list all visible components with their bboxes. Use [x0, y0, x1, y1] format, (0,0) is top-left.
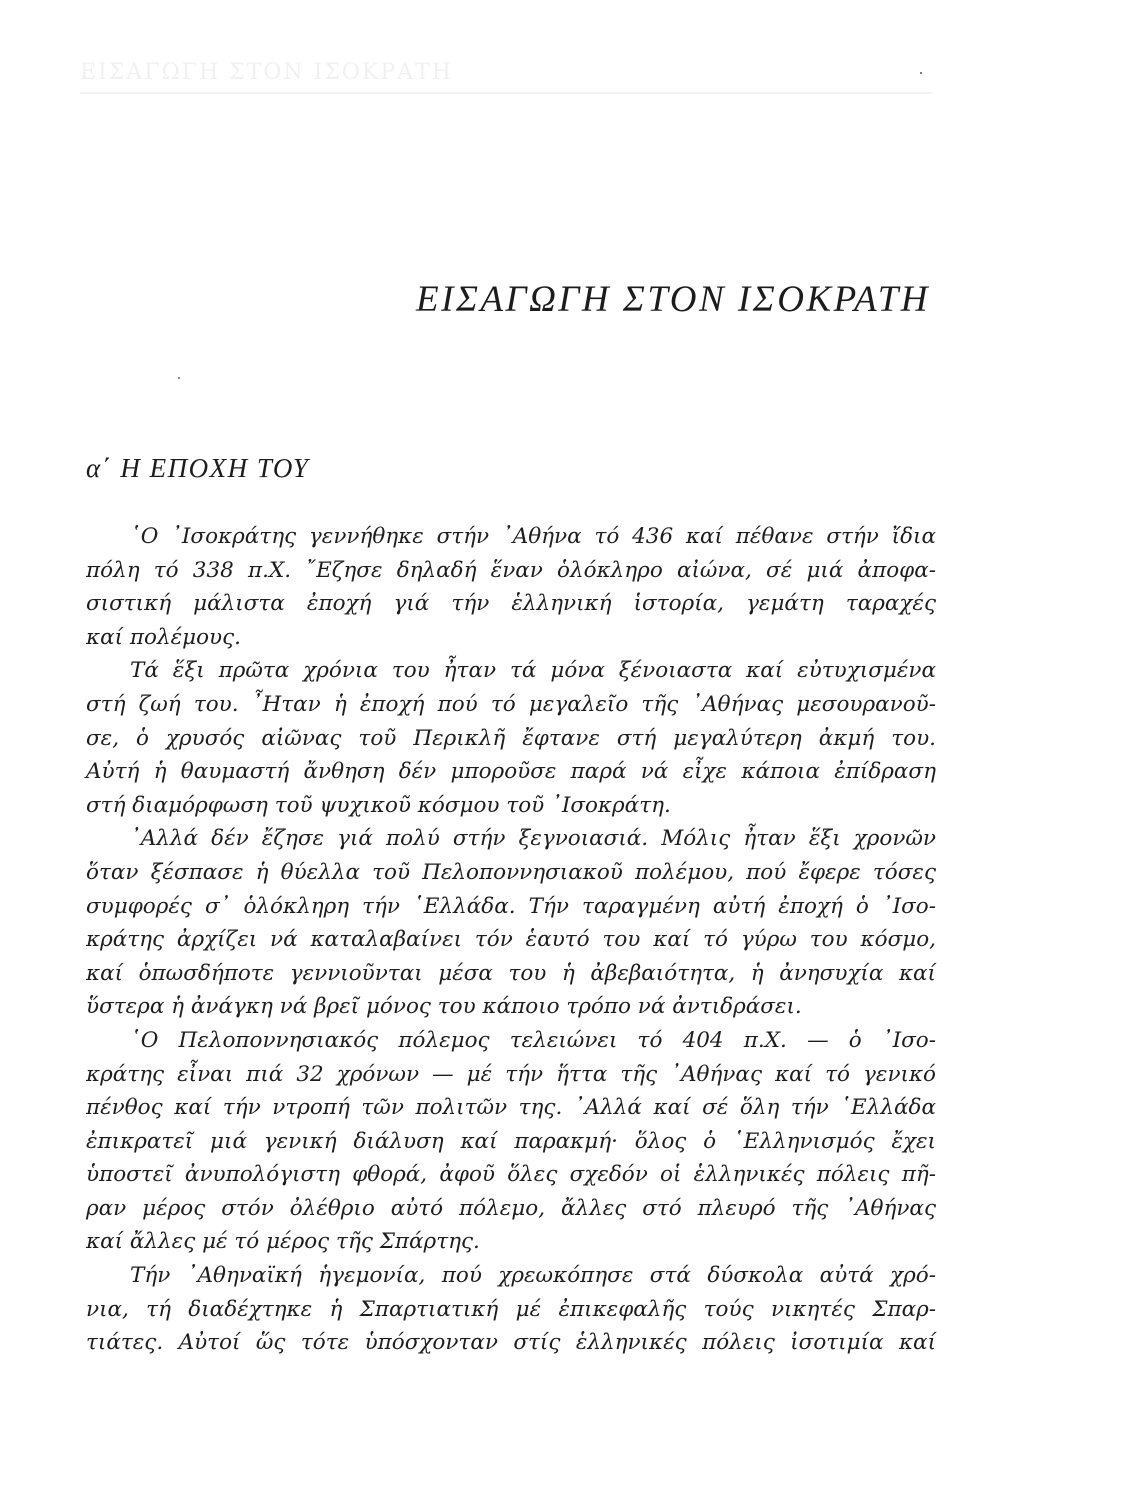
text-line: νια, τή διαδέχτηκε ἡ Σπαρτιατική μέ ἐπικεφαλῆς τούς νικητές Σπαρ-	[86, 1296, 936, 1322]
text-line: ῾Ο Πελοποννησιακός πόλεμος τελειώνει τό 404 π.Χ. — ὁ ᾿Ισο-	[130, 1027, 936, 1053]
text-line: κράτης ἀρχίζει νά καταλαβαίνει τόν ἑαυτό του καί τό γύρω του κόσμο,	[86, 927, 936, 953]
text-line: σε, ὁ χρυσός αἰῶνας τοῦ Περικλῆ ἔφτανε στή μεγαλύτερη ἀκμή του.	[86, 725, 936, 751]
body-text	[86, 520, 936, 1360]
text-line: Τά ἕξι πρῶτα χρόνια του ἦταν τά μόνα ξένοιαστα καί εὐτυχισμένα	[130, 658, 936, 684]
text-line: καί ἄλλες μέ τό μέρος τῆς Σπάρτης.	[86, 1229, 480, 1255]
bleed-through-rule	[80, 92, 932, 94]
text-line: Αὐτή ἡ θαυμαστή ἄνθηση δέν μποροῦσε παρά νά εἶχε κάποια ἐπίδραση	[86, 759, 936, 785]
text-line: πένθος καί τήν ντροπή τῶν πολιτῶν της. ᾿Αλλά καί σέ ὅλη τήν ῾Ελλάδα	[86, 1095, 936, 1121]
text-line: ῾Ο ᾿Ισοκράτης γεννήθηκε στήν ᾿Αθήνα τό 436 καί πέθανε στήν ἴδια	[130, 524, 936, 549]
text-line: καί ὁπωσδήποτε γεννιοῦνται μέσα του ἡ ἀβεβαιότητα, ἡ ἀνησυχία καί	[86, 960, 936, 986]
text-line: καί πολέμους.	[86, 624, 241, 650]
text-line: ὕστερα ἡ ἀνάγκη νά βρεῖ μόνος του κάποιο τρόπο νά ἀντιδράσει.	[86, 994, 802, 1020]
text-line: συμφορές σ᾿ ὁλόκληρη τήν ῾Ελλάδα. Τήν ταραγμένη αὐτή ἐποχή ὁ ᾿Ισο-	[86, 893, 936, 919]
text-line: στή ζωή του. ῏Ηταν ἡ ἐποχή πού τό μεγαλεῖο τῆς ᾿Αθήνας μεσουρανοῦ-	[86, 691, 936, 717]
text-line: ᾿Αλλά δέν ἔζησε γιά πολύ στήν ξεγνοιασιά. Μόλις ἦταν ἕξι χρονῶν	[130, 826, 936, 852]
text-line: ραν μέρος στόν ὀλέθριο αὐτό πόλεμο, ἄλλες στό πλευρό τῆς ᾿Αθήνας	[86, 1195, 936, 1221]
paper-speck	[178, 377, 180, 379]
text-line: στή διαμόρφωση τοῦ ψυχικοῦ κόσμου τοῦ ᾿Ισοκράτη.	[86, 792, 671, 818]
paper-speck	[920, 72, 922, 74]
bleed-through-header: ΕΙΣΑΓΩΓΗ ΣΤΟΝ ΙΣΟΚΡΑΤΗ	[80, 60, 453, 85]
text-line: ὑποστεῖ ἀνυπολόγιστη φθορά, ἀφοῦ ὅλες σχεδόν οἱ ἑλληνικές πόλεις πῆ-	[86, 1162, 936, 1188]
text-line: ὅταν ξέσπασε ἡ θύελλα τοῦ Πελοποννησιακοῦ πολέμου, πού ἔφερε τόσες	[86, 859, 936, 885]
text-line: κράτης εἶναι πιά 32 χρόνων — μέ τήν ἥττα τῆς ᾿Αθήνας καί τό γενικό	[86, 1061, 936, 1087]
text-line: Τήν ᾿Αθηναϊκή ἡγεμονία, πού χρεωκόπησε στά δύσκολα αὐτά χρό-	[130, 1263, 936, 1289]
text-line: σιστική μάλιστα ἐποχή γιά τήν ἑλληνική ἱστορία, γεμάτη ταραχές	[86, 591, 936, 617]
text-line: ἐπικρατεῖ μιά γενική διάλυση καί παρακμή· ὅλος ὁ ῾Ελληνισμός ἔχει	[86, 1128, 936, 1154]
text-line: πόλη τό 338 π.Χ. ῎Εζησε δηλαδή ἕναν ὁλόκληρο αἰώνα, σέ μιά ἀποφα-	[86, 557, 936, 583]
text-line: τιάτες. Αὐτοί ὥς τότε ὑπόσχονταν στίς ἑλληνικές πόλεις ἰσοτιμία καί	[86, 1330, 936, 1356]
section-heading: α΄ Η ΕΠΟΧΗ ΤΟΥ	[86, 453, 310, 483]
page-title: ΕΙΣΑΓΩΓΗ ΣΤΟΝ ΙΣΟΚΡΑΤΗ	[416, 279, 930, 320]
